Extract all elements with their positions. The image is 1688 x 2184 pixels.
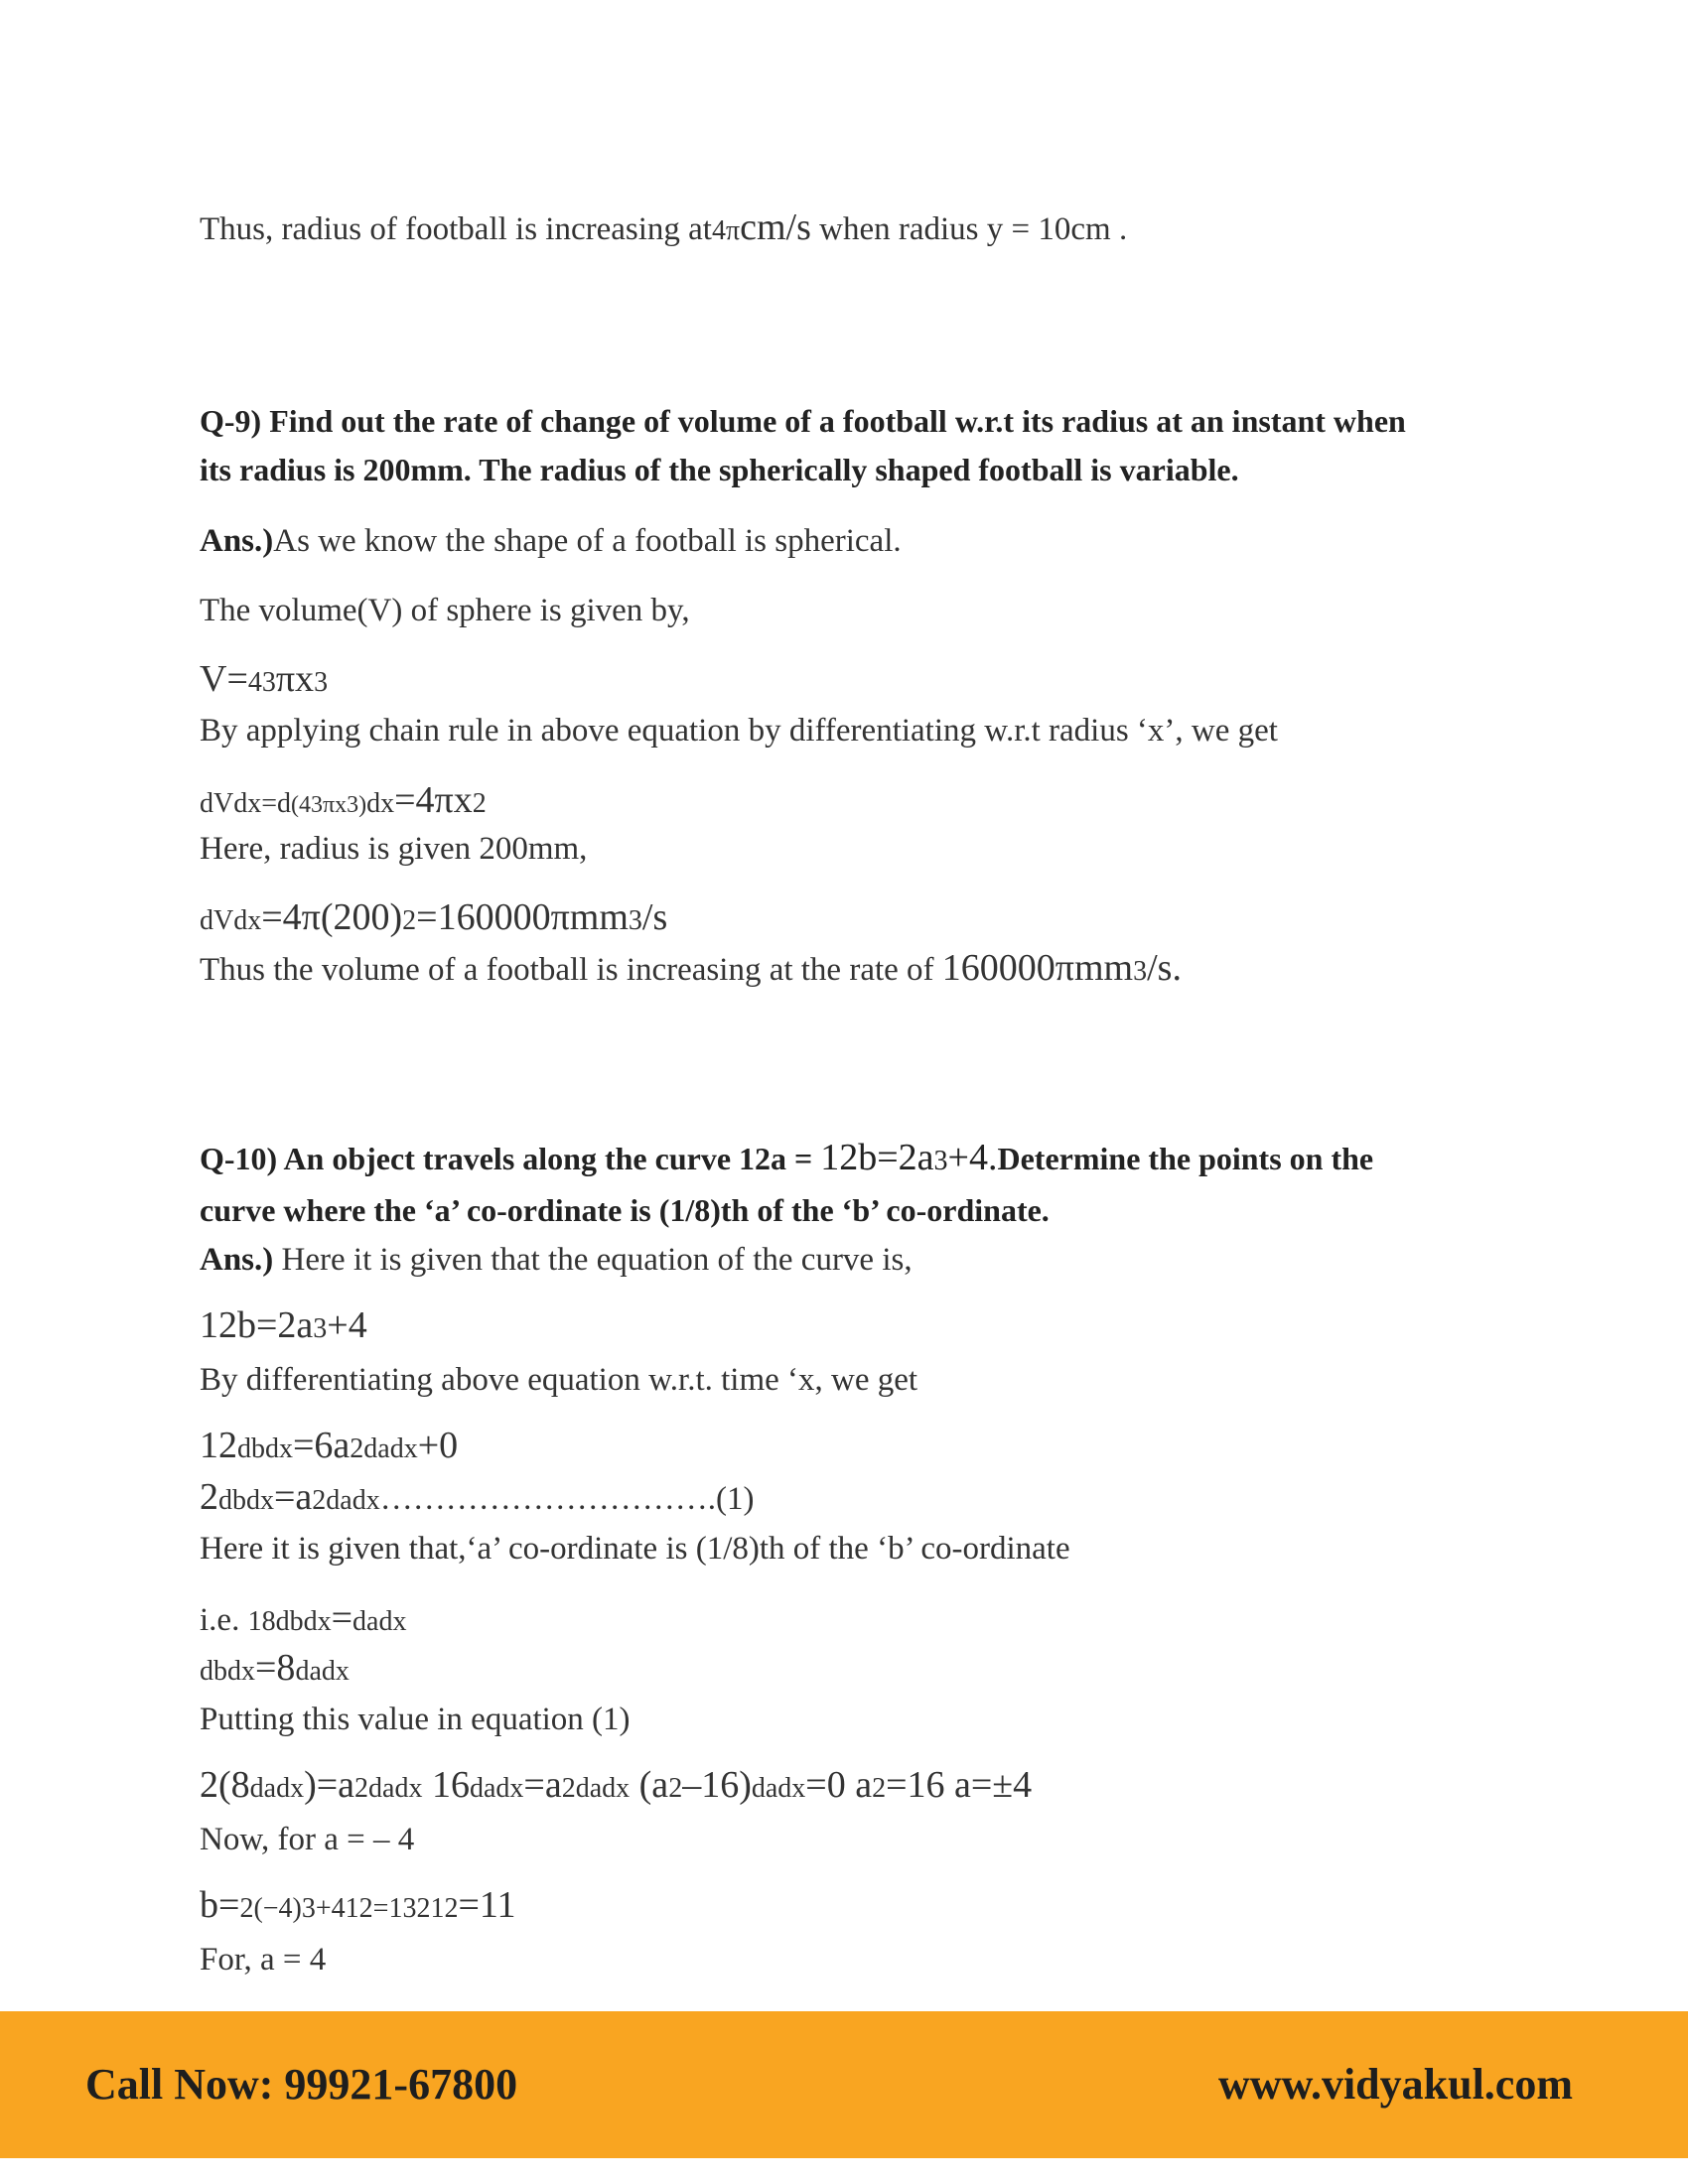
- text-line: Now, for a = – 4: [200, 1822, 415, 1857]
- answer-9-intro: Ans.)As we know the shape of a football is spherical.: [200, 523, 902, 559]
- text-line: Here it is given that,‘a’ co-ordinate is (1/8)th of the ‘b’ co-ordinate: [200, 1531, 1070, 1567]
- equation-substitution: 2(8dadx)=a2dadx 16dadx=a2dadx (a2–16)dadx=0 a2=16 a=±4: [200, 1764, 1033, 1806]
- text-line: By applying chain rule in above equation by differentiating w.r.t radius ‘x’, we get: [200, 713, 1278, 749]
- equation-b-value: b=2(−4)3+412=13212=11: [200, 1884, 516, 1926]
- equation-diff-1: 12dbdx=6a2dadx+0: [200, 1425, 459, 1466]
- question-9-line-1: Q-9) Find out the rate of change of volume of a football w.r.t its radius at an instant when: [200, 403, 1406, 439]
- call-now-text[interactable]: Call Now: 99921-67800: [85, 2060, 518, 2109]
- equation-derivative: dVdx=d(43πx3)dx=4πx2: [200, 779, 487, 821]
- equation-curve: 12b=2a3+4: [200, 1304, 367, 1346]
- question-9-line-2: its radius is 200mm. The radius of the spherically shaped football is variable.: [200, 452, 1239, 487]
- text-line: Thus, radius of football is increasing at4πcm/s when radius y = 10cm .: [200, 206, 1128, 248]
- answer-10-intro: Ans.) Here it is given that the equation of the curve is,: [200, 1242, 913, 1278]
- footer-banner: [0, 2011, 1688, 2158]
- conclusion-9: Thus the volume of a football is increasing at the rate of 160000πmm3/s.: [200, 947, 1182, 989]
- text-line: The volume(V) of sphere is given by,: [200, 593, 690, 628]
- question-10-line-1: Q-10) An object travels along the curve 12a = 12b=2a3+4.Determine the points on the: [200, 1137, 1374, 1178]
- equation-volume: V=43πx3: [200, 658, 329, 700]
- text-line: By differentiating above equation w.r.t. time ‘x, we get: [200, 1362, 918, 1398]
- question-10-line-2: curve where the ‘a’ co-ordinate is (1/8)th of the ‘b’ co-ordinate.: [200, 1192, 1050, 1228]
- equation-diff-2: 2dbdx=a2dadx………………………….(1): [200, 1476, 755, 1518]
- equation-db: dbdx=8dadx: [200, 1647, 350, 1689]
- equation-ie: i.e. 18dbdx=dadx: [200, 1597, 407, 1639]
- text-line: For, a = 4: [200, 1942, 327, 1978]
- website-link[interactable]: www.vidyakul.com: [1218, 2060, 1573, 2109]
- equation-derivative-value: dVdx=4π(200)2=160000πmm3/s: [200, 896, 668, 938]
- text-line: Here, radius is given 200mm,: [200, 831, 588, 867]
- text-line: Putting this value in equation (1): [200, 1702, 631, 1737]
